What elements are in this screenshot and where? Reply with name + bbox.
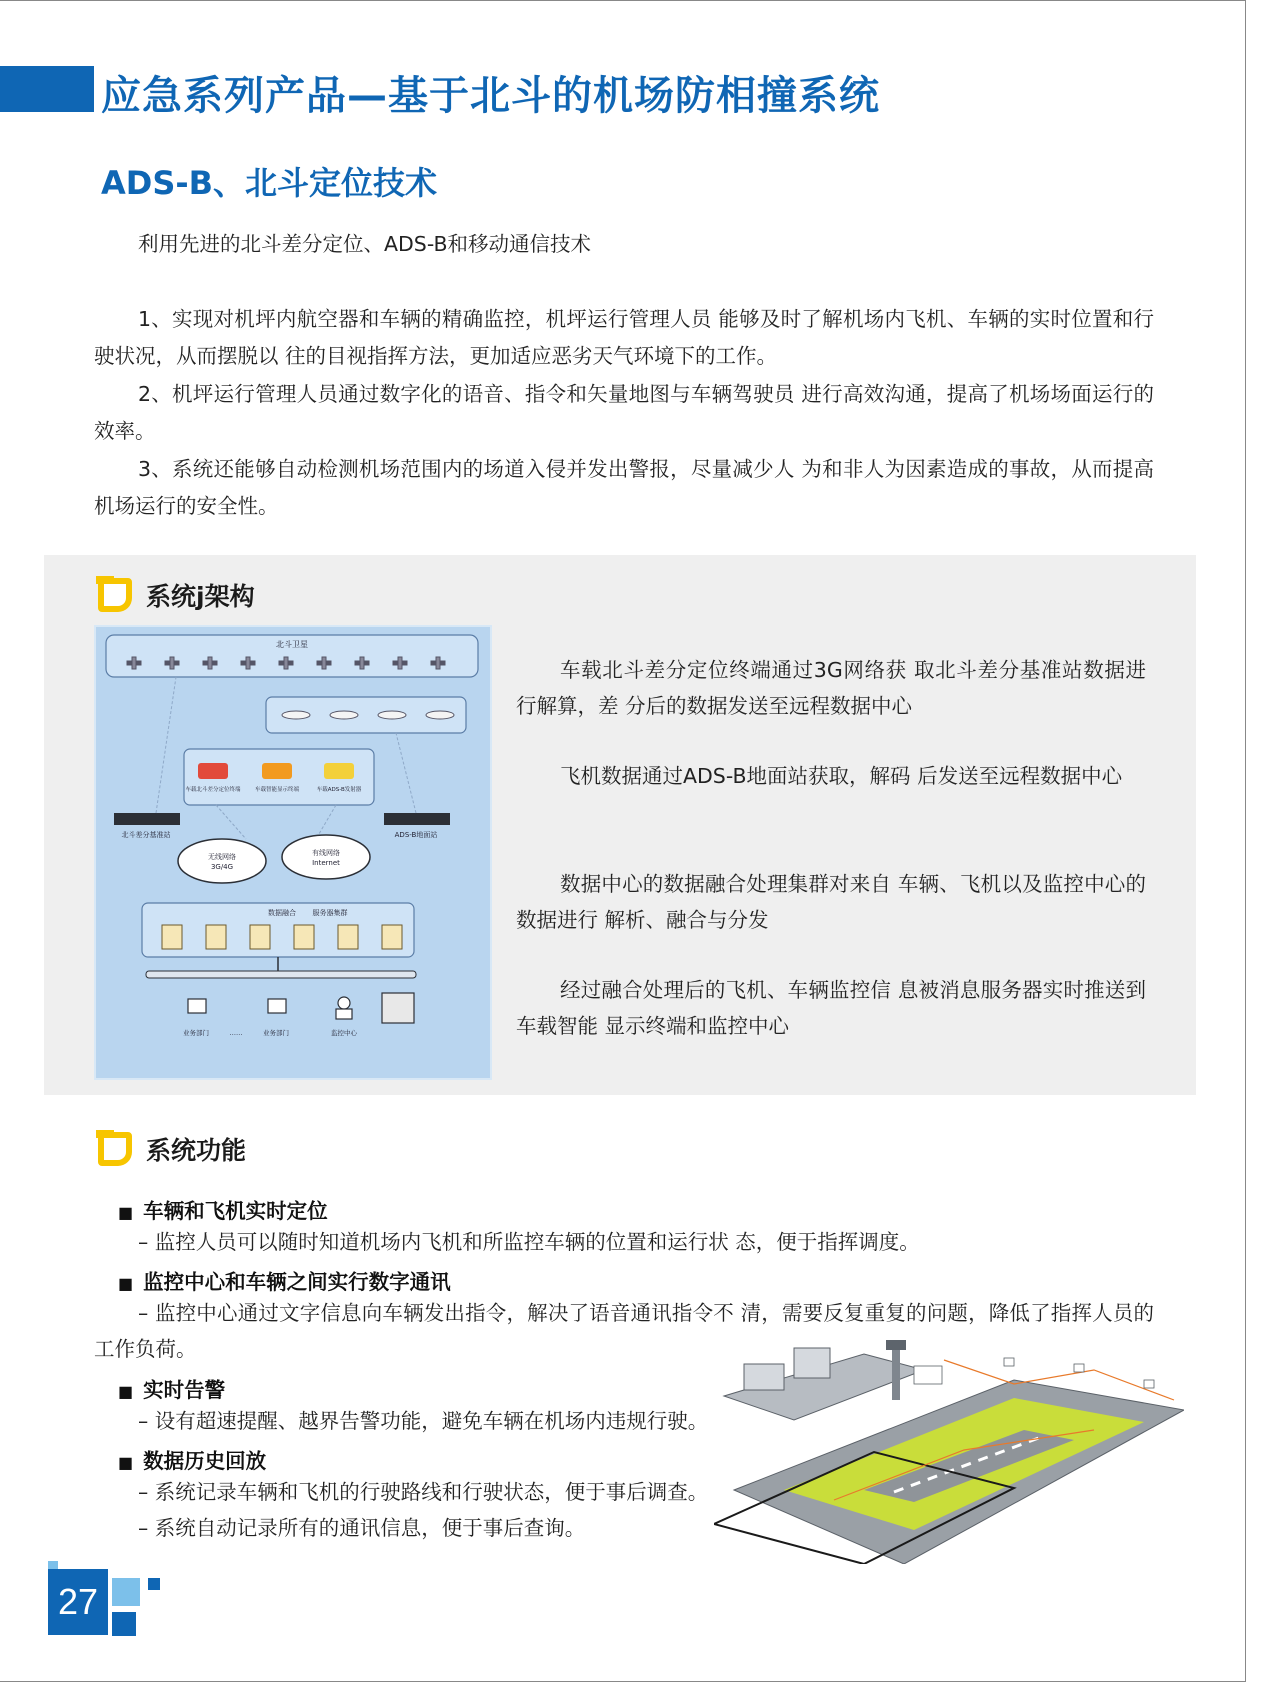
airport-illustration [714,1340,1184,1564]
page-number: 27 [48,1569,108,1635]
cloud-wireless-line-1: 无线网络 [208,853,236,861]
paragraph-2: 2、机坪运行管理人员通过数字化的语音、指令和矢量地图与车辆驾驶员 进行高效沟通，提高了机场场面运行的效率。 [94,382,1154,443]
cloud-wired-line-1: 有线网络 [312,849,340,857]
client-label-2: …… [229,1029,243,1037]
decor-square [112,1612,136,1636]
decor-square [148,1578,160,1590]
intro-text: 利用先进的北斗差分定位、ADS-B和移动通信技术 [138,232,592,256]
function-title-4: ■ 数据历史回放 [118,1444,266,1474]
client-label-4: 监控中心 [331,1029,357,1037]
client-label-1: 业务部门 [183,1029,209,1037]
function-desc-4b: – 系统自动记录所有的通讯信息，便于事后查询。 [138,1516,586,1540]
function-desc-1: – 监控人员可以随时知道机场内飞机和所监控车辆的位置和运行状 态，便于指挥调度。 [138,1230,920,1254]
vehicle-label-3: 车载ADS-B发射器 [316,787,362,793]
page-title: 应急系列产品—基于北斗的机场防相撞系统 [101,73,880,119]
cluster-label-1: 数据融合 [268,909,296,917]
client-label-3: 业务部门 [263,1029,289,1037]
function-desc-3: – 设有超速提醒、越界告警功能，避免车辆在机场内违规行驶。 [138,1409,709,1433]
satellite-label: 北斗卫星 [276,640,308,649]
architecture-diagram-svg [96,627,490,1078]
function-title-3: ■ 实时告警 [118,1373,225,1403]
vehicle-label-2: 车载智能显示终端 [254,787,300,793]
section-marker-icon [98,1132,132,1166]
decor-square [48,1561,58,1569]
decor-square [112,1578,140,1606]
cloud-wired-line-2: Internet [312,859,340,867]
function-title-2: ■ 监控中心和车辆之间实行数字通讯 [118,1265,451,1295]
section-heading: ADS-B、北斗定位技术 [101,164,438,202]
adsb-station-label: ADS-B地面站 [394,831,438,839]
vehicle-label-1: 车载北斗差分定位终端 [185,787,241,793]
function-desc-4a: – 系统记录车辆和飞机的行驶路线和行驶状态，便于事后调查。 [138,1480,709,1504]
functions-heading: 系统功能 [146,1136,247,1165]
title-accent-bar [0,66,94,112]
cloud-wireless-line-2: 3G/4G [210,863,234,871]
base-station-label: 北斗差分基准站 [121,831,171,839]
function-title-1: ■ 车辆和飞机实时定位 [118,1194,328,1224]
architecture-text-4: 经过融合处理后的飞机、车辆监控信 息被消息服务器实时推送到车载智能 显示终端和监控中心 [516,978,1146,1038]
paragraph-1: 1、实现对机坪内航空器和车辆的精确监控，机坪运行管理人员 能够及时了解机场内飞机、车辆的实时位置和行驶状况，从而摆脱以 往的目视指挥方法，更加适应恶劣天气环境下的工作。 [94,307,1154,368]
section-marker-icon [98,578,132,612]
architecture-text-2: 飞机数据通过ADS-B地面站获取，解码 后发送至远程数据中心 [560,764,1123,788]
architecture-text-1: 车载北斗差分定位终端通过3G网络获 取北斗差分基准站数据进行解算，差 分后的数据发送至远程数据中心 [516,658,1146,718]
architecture-heading: 系统j架构 [146,582,255,611]
paragraph-3: 3、系统还能够自动检测机场范围内的场道入侵并发出警报，尽量减少人 为和非人为因素造成的事故，从而提高机场运行的安全性。 [94,457,1154,518]
architecture-diagram [94,625,492,1080]
architecture-text-3: 数据中心的数据融合处理集群对来自 车辆、飞机以及监控中心的数据进行 解析、融合与分发 [516,872,1146,932]
function-desc-2: – 监控中心通过文字信息向车辆发出指令，解决了语音通讯指令不 清，需要反复重复的问题，降低了指挥人员的工作负荷。 [94,1301,1154,1361]
cluster-label-2: 服务器集群 [312,909,348,917]
